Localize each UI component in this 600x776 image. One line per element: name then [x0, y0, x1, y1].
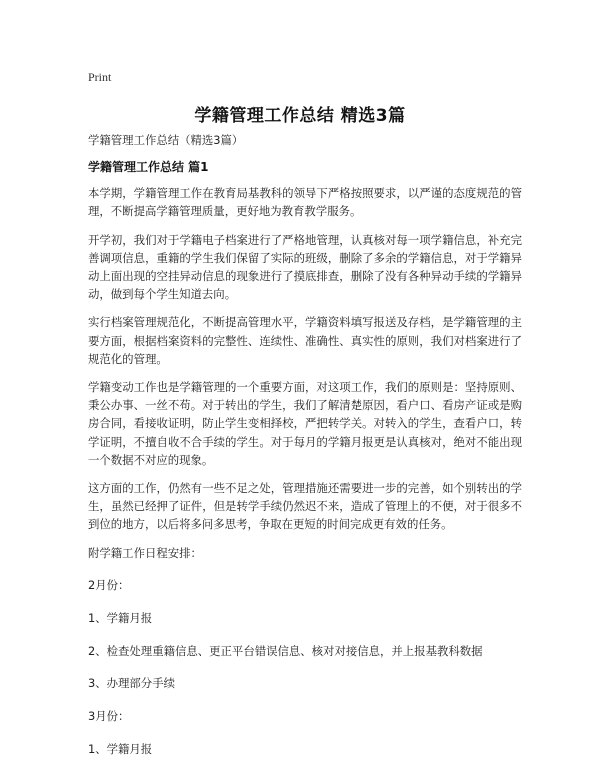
document-title: 学籍管理工作总结 精选3篇 [194, 106, 406, 126]
paragraph-1: 本学期，学籍管理工作在教育局基教科的领导下严格按照要求，以严谨的态度规范的管理，不断提高学籍管理质量，更好地为教育教学服务。 [88, 186, 522, 219]
paragraph-4: 学籍变动工作也是学籍管理的一个重要方面，对这项工作，我们的原则是：坚持原则、秉公办事、一丝不苟。对于转出的学生，我们了解清楚原因，看户口、看房产证或是购房合同，看接收证明，防止学生变相择校，严把转学关。对转入的学生，查看户口，转学证明，不擅自收不合手续的学生。对于每月的学籍月报更是认真核对，绝对不能出现一个数据不对应的现象。 [88, 380, 522, 467]
paragraph-5: 这方面的工作，仍然有一些不足之处，管理措施还需要进一步的完善，如个别转出的学生，虽然已经押了证件，但是转学手续仍然迟不来，造成了管理上的不便，对于很多不到位的地方，以后将多问多思考，争取在更短的时间完成更有效的任务。 [88, 481, 522, 532]
schedule-month-mar: 3月份： [88, 709, 130, 724]
section-heading: 学籍管理工作总结 篇1 [88, 160, 209, 175]
schedule-intro: 附学籍工作日程安排： [88, 545, 202, 560]
document-body [88, 131, 522, 773]
schedule-item: 1、学籍月报 [88, 741, 153, 756]
print-label: Print [88, 70, 112, 84]
schedule-month-feb: 2月份： [88, 578, 130, 593]
schedule-item: 3、办理部分手续 [88, 676, 175, 691]
paragraph-3: 实行档案管理规范化，不断提高管理水平，学籍资料填写报送及存档，是学籍管理的主要方面，根据档案资料的完整性、连续性、准确性、真实性的原则，我们对档案进行了规范化的管理。 [88, 315, 522, 366]
paragraph-2: 开学初，我们对于学籍电子档案进行了严格地管理，认真核对每一项学籍信息，补充完善调项信息，重籍的学生我们保留了实际的班级，删除了多余的学籍信息，对于学籍异动上面出现的空挂异动信息的现象进行了摸底排查，删除了没有各种异动手续的学籍异动，做到每个学生知道去向。 [88, 232, 522, 302]
document-subtitle: 学籍管理工作总结（精选3篇） [88, 133, 244, 147]
schedule-item: 2、检查处理重籍信息、更正平台错误信息、核对对接信息，并上报基教科数据 [88, 643, 483, 658]
schedule-item: 1、学籍月报 [88, 611, 153, 626]
